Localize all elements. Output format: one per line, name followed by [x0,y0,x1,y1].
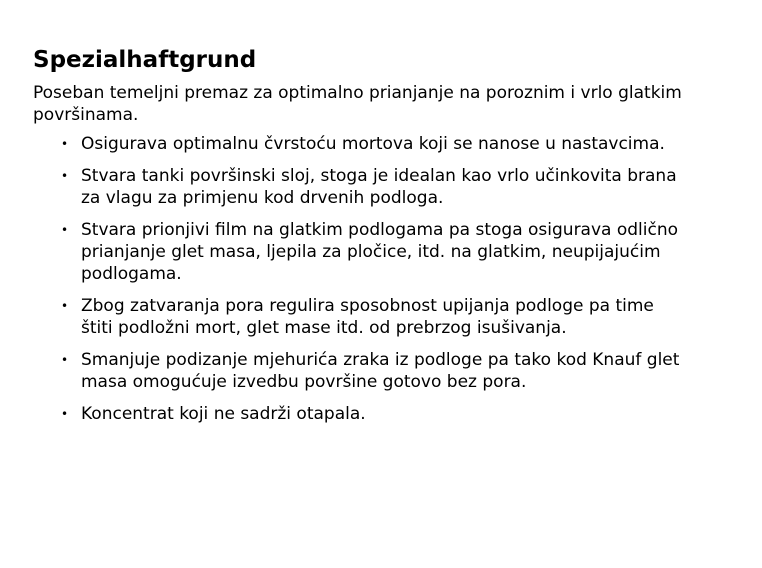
bullet-icon: • [61,137,69,151]
list-item [33,219,681,285]
feature-list [33,133,733,425]
page-title: Spezialhaftgrund [33,47,257,73]
document-body [33,44,733,435]
list-item [33,165,681,209]
list-item-text: Stvara tanki površinski sloj, stoga je idealan kao vrlo učinkovita brana za vlagu za primjenu kod drvenih podloga. [81,166,677,208]
list-item-text: Osigurava optimalnu čvrstoću mortova koji se nanose u nastavcima. [81,134,665,154]
bullet-icon: • [61,353,69,367]
list-item-text: Stvara prionjivi film na glatkim podlogama pa stoga osigurava odlično prianjanje glet masa, ljepila za pločice, itd. na glatkim, neupijajućim podlogama. [81,220,679,284]
bullet-icon: • [61,299,69,313]
list-item-text: Zbog zatvaranja pora regulira sposobnost upijanja podloge pa time štiti podložni mort, glet mase itd. od prebrzog isušivanja. [81,296,654,338]
intro-paragraph: Poseban temeljni premaz za optimalno prianjanje na poroznim i vrlo glatkim površinama. [33,83,682,125]
list-item [33,403,681,425]
list-item [33,295,681,339]
bullet-icon: • [61,223,69,237]
list-item-text: Smanjuje podizanje mjehurića zraka iz podloge pa tako kod Knauf glet masa omogućuje izvedbu površine gotovo bez pora. [81,350,680,392]
bullet-icon: • [61,407,69,421]
list-item [33,133,681,155]
list-item-text: Koncentrat koji ne sadrži otapala. [81,404,366,424]
list-item [33,349,681,393]
bullet-icon: • [61,169,69,183]
